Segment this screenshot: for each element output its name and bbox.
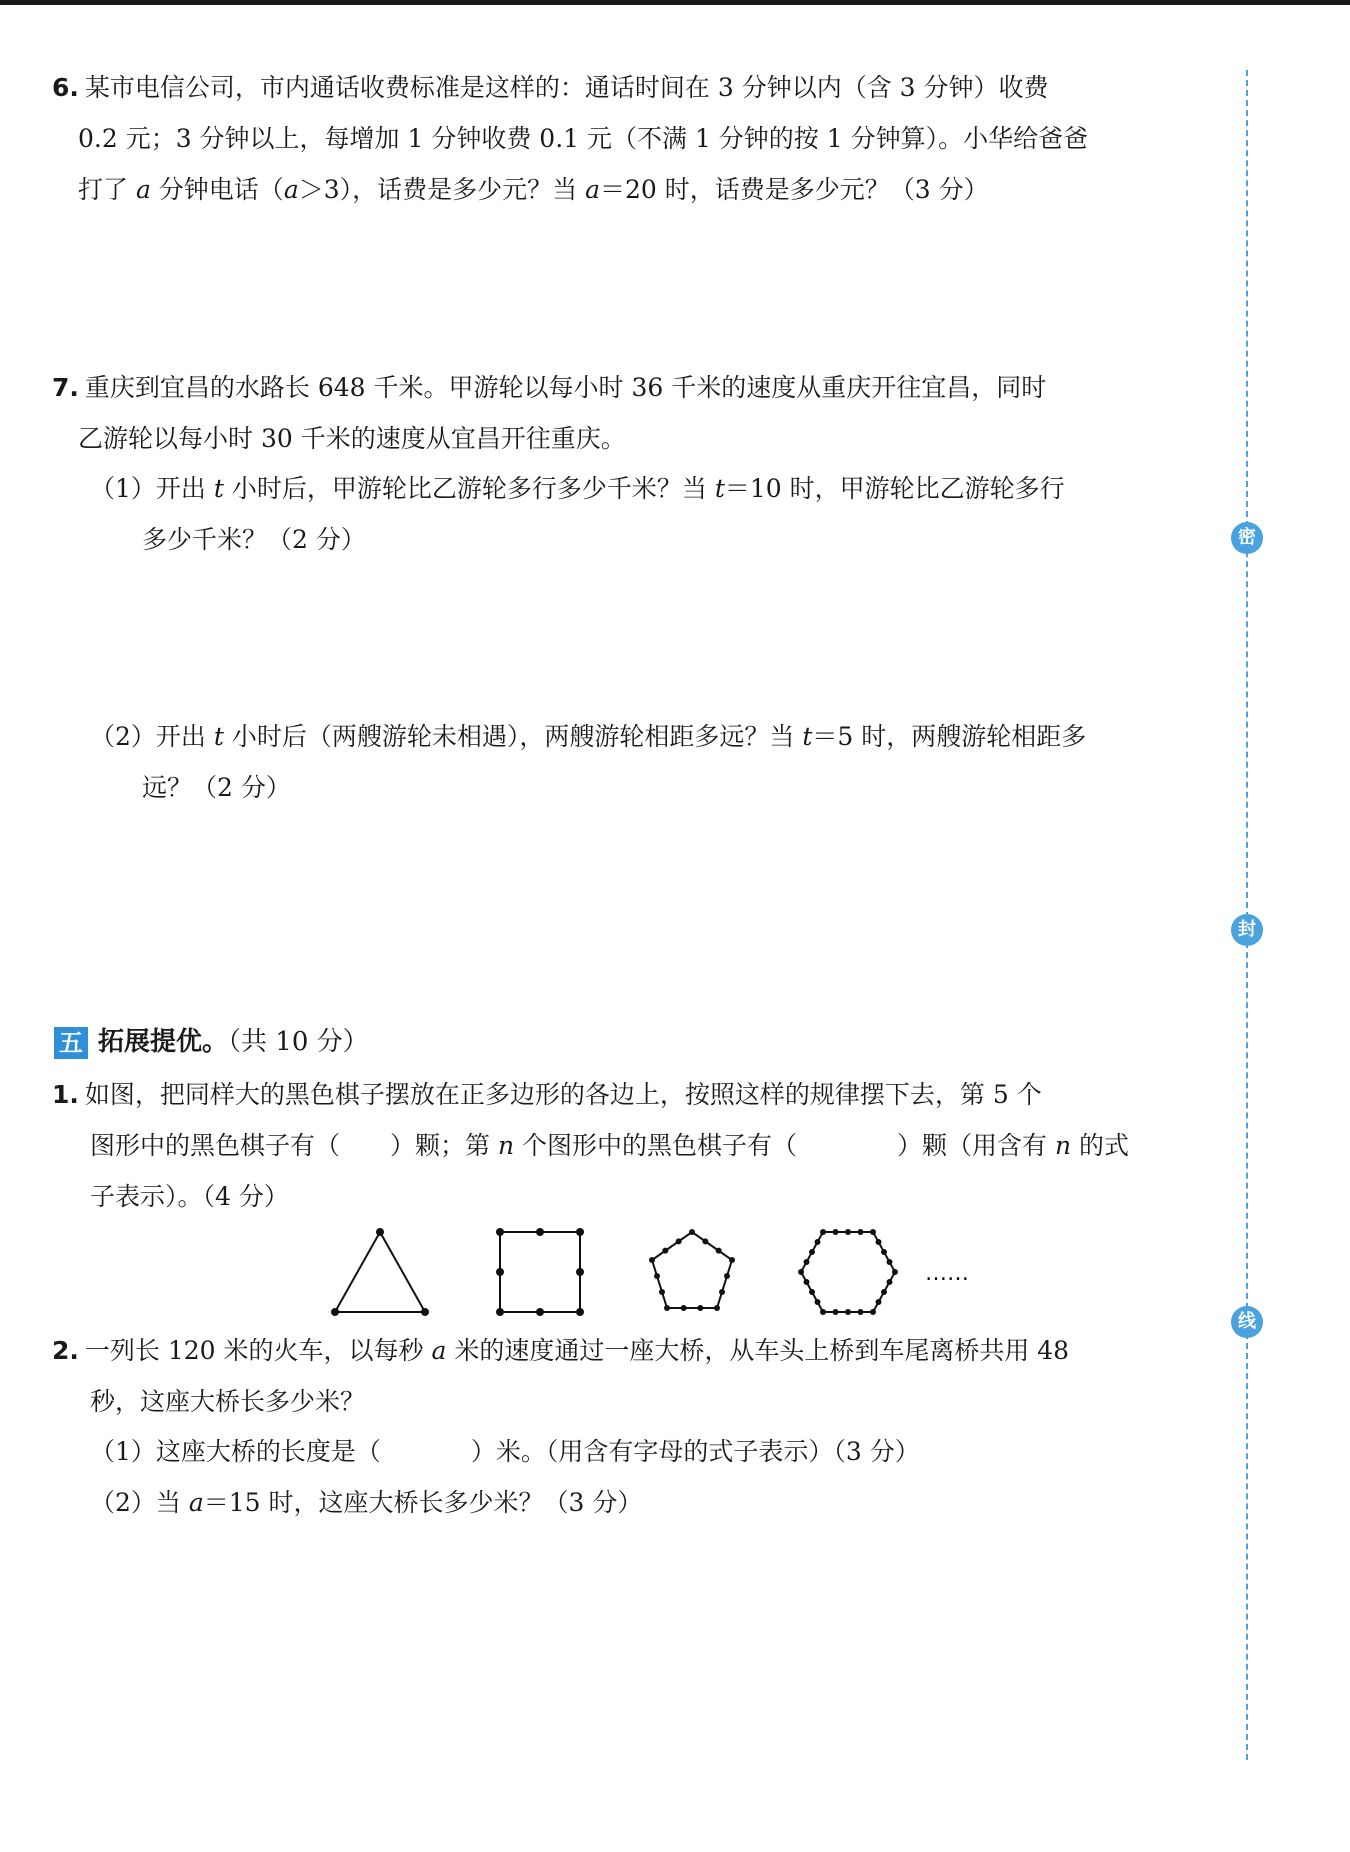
- chess-piece-dot: [654, 1273, 660, 1279]
- extension-question-2-part-2: （2）当 a＝15 时，这座大桥长多少米？（3 分）: [90, 1488, 643, 1517]
- question-text: 乙游轮以每小时 30 千米的速度从宜昌开往重庆。: [78, 424, 626, 453]
- polygon-pattern-figure: [320, 1222, 980, 1317]
- question-text: 如图，把同样大的黑色棋子摆放在正多边形的各边上，按照这样的规律摆下去，第 5 个: [84, 1080, 1042, 1109]
- chess-piece-dot: [881, 1249, 887, 1255]
- chess-piece-dot: [804, 1259, 810, 1265]
- chess-piece-dot: [714, 1305, 720, 1311]
- chess-piece-dot: [804, 1279, 810, 1285]
- top-border: [0, 0, 1350, 5]
- chess-piece-dot: [820, 1229, 826, 1235]
- chess-piece-dot: [662, 1248, 668, 1254]
- chess-piece-dot: [858, 1309, 864, 1315]
- chess-piece-dot: [881, 1289, 887, 1295]
- chess-piece-dot: [649, 1257, 655, 1263]
- ellipsis: ……: [925, 1261, 969, 1286]
- question-6: [52, 62, 1212, 215]
- chess-piece-dot: [845, 1229, 851, 1235]
- question-text: （1）开出 t 小时后，甲游轮比乙游轮多行多少千米？当 t＝10 时，甲游轮比乙游轮多行: [90, 474, 1065, 503]
- extension-question-1: [52, 1069, 1212, 1222]
- chess-piece-dot: [716, 1248, 722, 1254]
- chess-piece-dot: [676, 1238, 682, 1244]
- hexagon-figure: [801, 1232, 895, 1312]
- question-text: 0.2 元；3 分钟以上，每增加 1 分钟收费 0.1 元（不满 1 分钟的按 1 分钟算）。小华给爸爸: [78, 124, 1089, 153]
- question-text: 某市电信公司，市内通话收费标准是这样的：通话时间在 3 分钟以内（含 3 分钟）收费: [84, 73, 1049, 102]
- chess-piece-dot: [870, 1229, 876, 1235]
- pentagon-figure: [652, 1232, 732, 1308]
- question-7-part-2: [90, 711, 1212, 813]
- chess-piece-dot: [820, 1309, 826, 1315]
- extension-question-2: [52, 1325, 1212, 1427]
- chess-piece-dot: [681, 1305, 687, 1311]
- pentagon-dots: [649, 1229, 735, 1311]
- chess-piece-dot: [876, 1239, 882, 1245]
- chess-piece-dot: [887, 1279, 893, 1285]
- binding-mark-seal: 密: [1231, 522, 1263, 554]
- chess-piece-dot: [724, 1273, 730, 1279]
- chess-piece-dot: [689, 1229, 695, 1235]
- section-score: （共 10 分）: [228, 1027, 369, 1057]
- question-number: 7.: [52, 373, 79, 402]
- question-text: 远？（2 分）: [142, 773, 291, 802]
- hexagon-dots: [798, 1229, 898, 1315]
- chess-piece-dot: [815, 1239, 821, 1245]
- question-text: 打了 a 分钟电话（a＞3），话费是多少元？当 a＝20 时，话费是多少元？（3 分）: [78, 175, 989, 204]
- triangle-figure: [332, 1229, 428, 1315]
- question-text: 重庆到宜昌的水路长 648 千米。甲游轮以每小时 36 千米的速度从重庆开往宜昌，同时: [84, 373, 1047, 402]
- question-7: [52, 362, 1212, 464]
- section-number-badge: 五: [54, 1027, 88, 1059]
- chess-piece-dot: [702, 1238, 708, 1244]
- extension-question-2-part-1: （1）这座大桥的长度是（ ）米。（用含有字母的式子表示）（3 分）: [90, 1437, 920, 1466]
- chess-piece-dot: [659, 1289, 665, 1295]
- chess-piece-dot: [809, 1249, 815, 1255]
- section-title: 拓展提优。: [98, 1027, 229, 1057]
- chess-piece-dot: [870, 1309, 876, 1315]
- chess-piece-dot: [833, 1309, 839, 1315]
- question-number: 6.: [52, 73, 79, 102]
- chess-piece-dot: [729, 1257, 735, 1263]
- chess-piece-dot: [833, 1229, 839, 1235]
- question-text: 多少千米？（2 分）: [142, 525, 366, 554]
- chess-piece-dot: [876, 1299, 882, 1305]
- chess-piece-dot: [815, 1299, 821, 1305]
- chess-piece-dot: [664, 1305, 670, 1311]
- chess-piece-dot: [858, 1229, 864, 1235]
- question-text: 子表示）。（4 分）: [90, 1182, 289, 1211]
- chess-piece-dot: [845, 1309, 851, 1315]
- question-text: 图形中的黑色棋子有（ ）颗；第 n 个图形中的黑色棋子有（ ）颗（用含有 n 的式: [90, 1131, 1130, 1160]
- question-text: 2. 一列长 120 米的火车，以每秒 a 米的速度通过一座大桥，从车头上桥到车尾离桥共用 48: [52, 1336, 1070, 1365]
- chess-piece-dot: [809, 1289, 815, 1295]
- question-text: 秒，这座大桥长多少米？: [90, 1387, 366, 1416]
- square-figure: [497, 1229, 583, 1315]
- question-text: （2）开出 t 小时后（两艘游轮未相遇），两艘游轮相距多远？当 t＝5 时，两艘游轮相距多: [90, 722, 1087, 751]
- chess-piece-dot: [719, 1289, 725, 1295]
- chess-piece-dot: [798, 1269, 804, 1275]
- binding-mark-sealed: 封: [1231, 914, 1263, 946]
- binding-mark-line: 线: [1231, 1306, 1263, 1338]
- section-header: [54, 1022, 369, 1062]
- question-number: 1.: [52, 1080, 79, 1109]
- chess-piece-dot: [697, 1305, 703, 1311]
- chess-piece-dot: [892, 1269, 898, 1275]
- chess-piece-dot: [887, 1259, 893, 1265]
- question-7-part-1: [90, 463, 1212, 565]
